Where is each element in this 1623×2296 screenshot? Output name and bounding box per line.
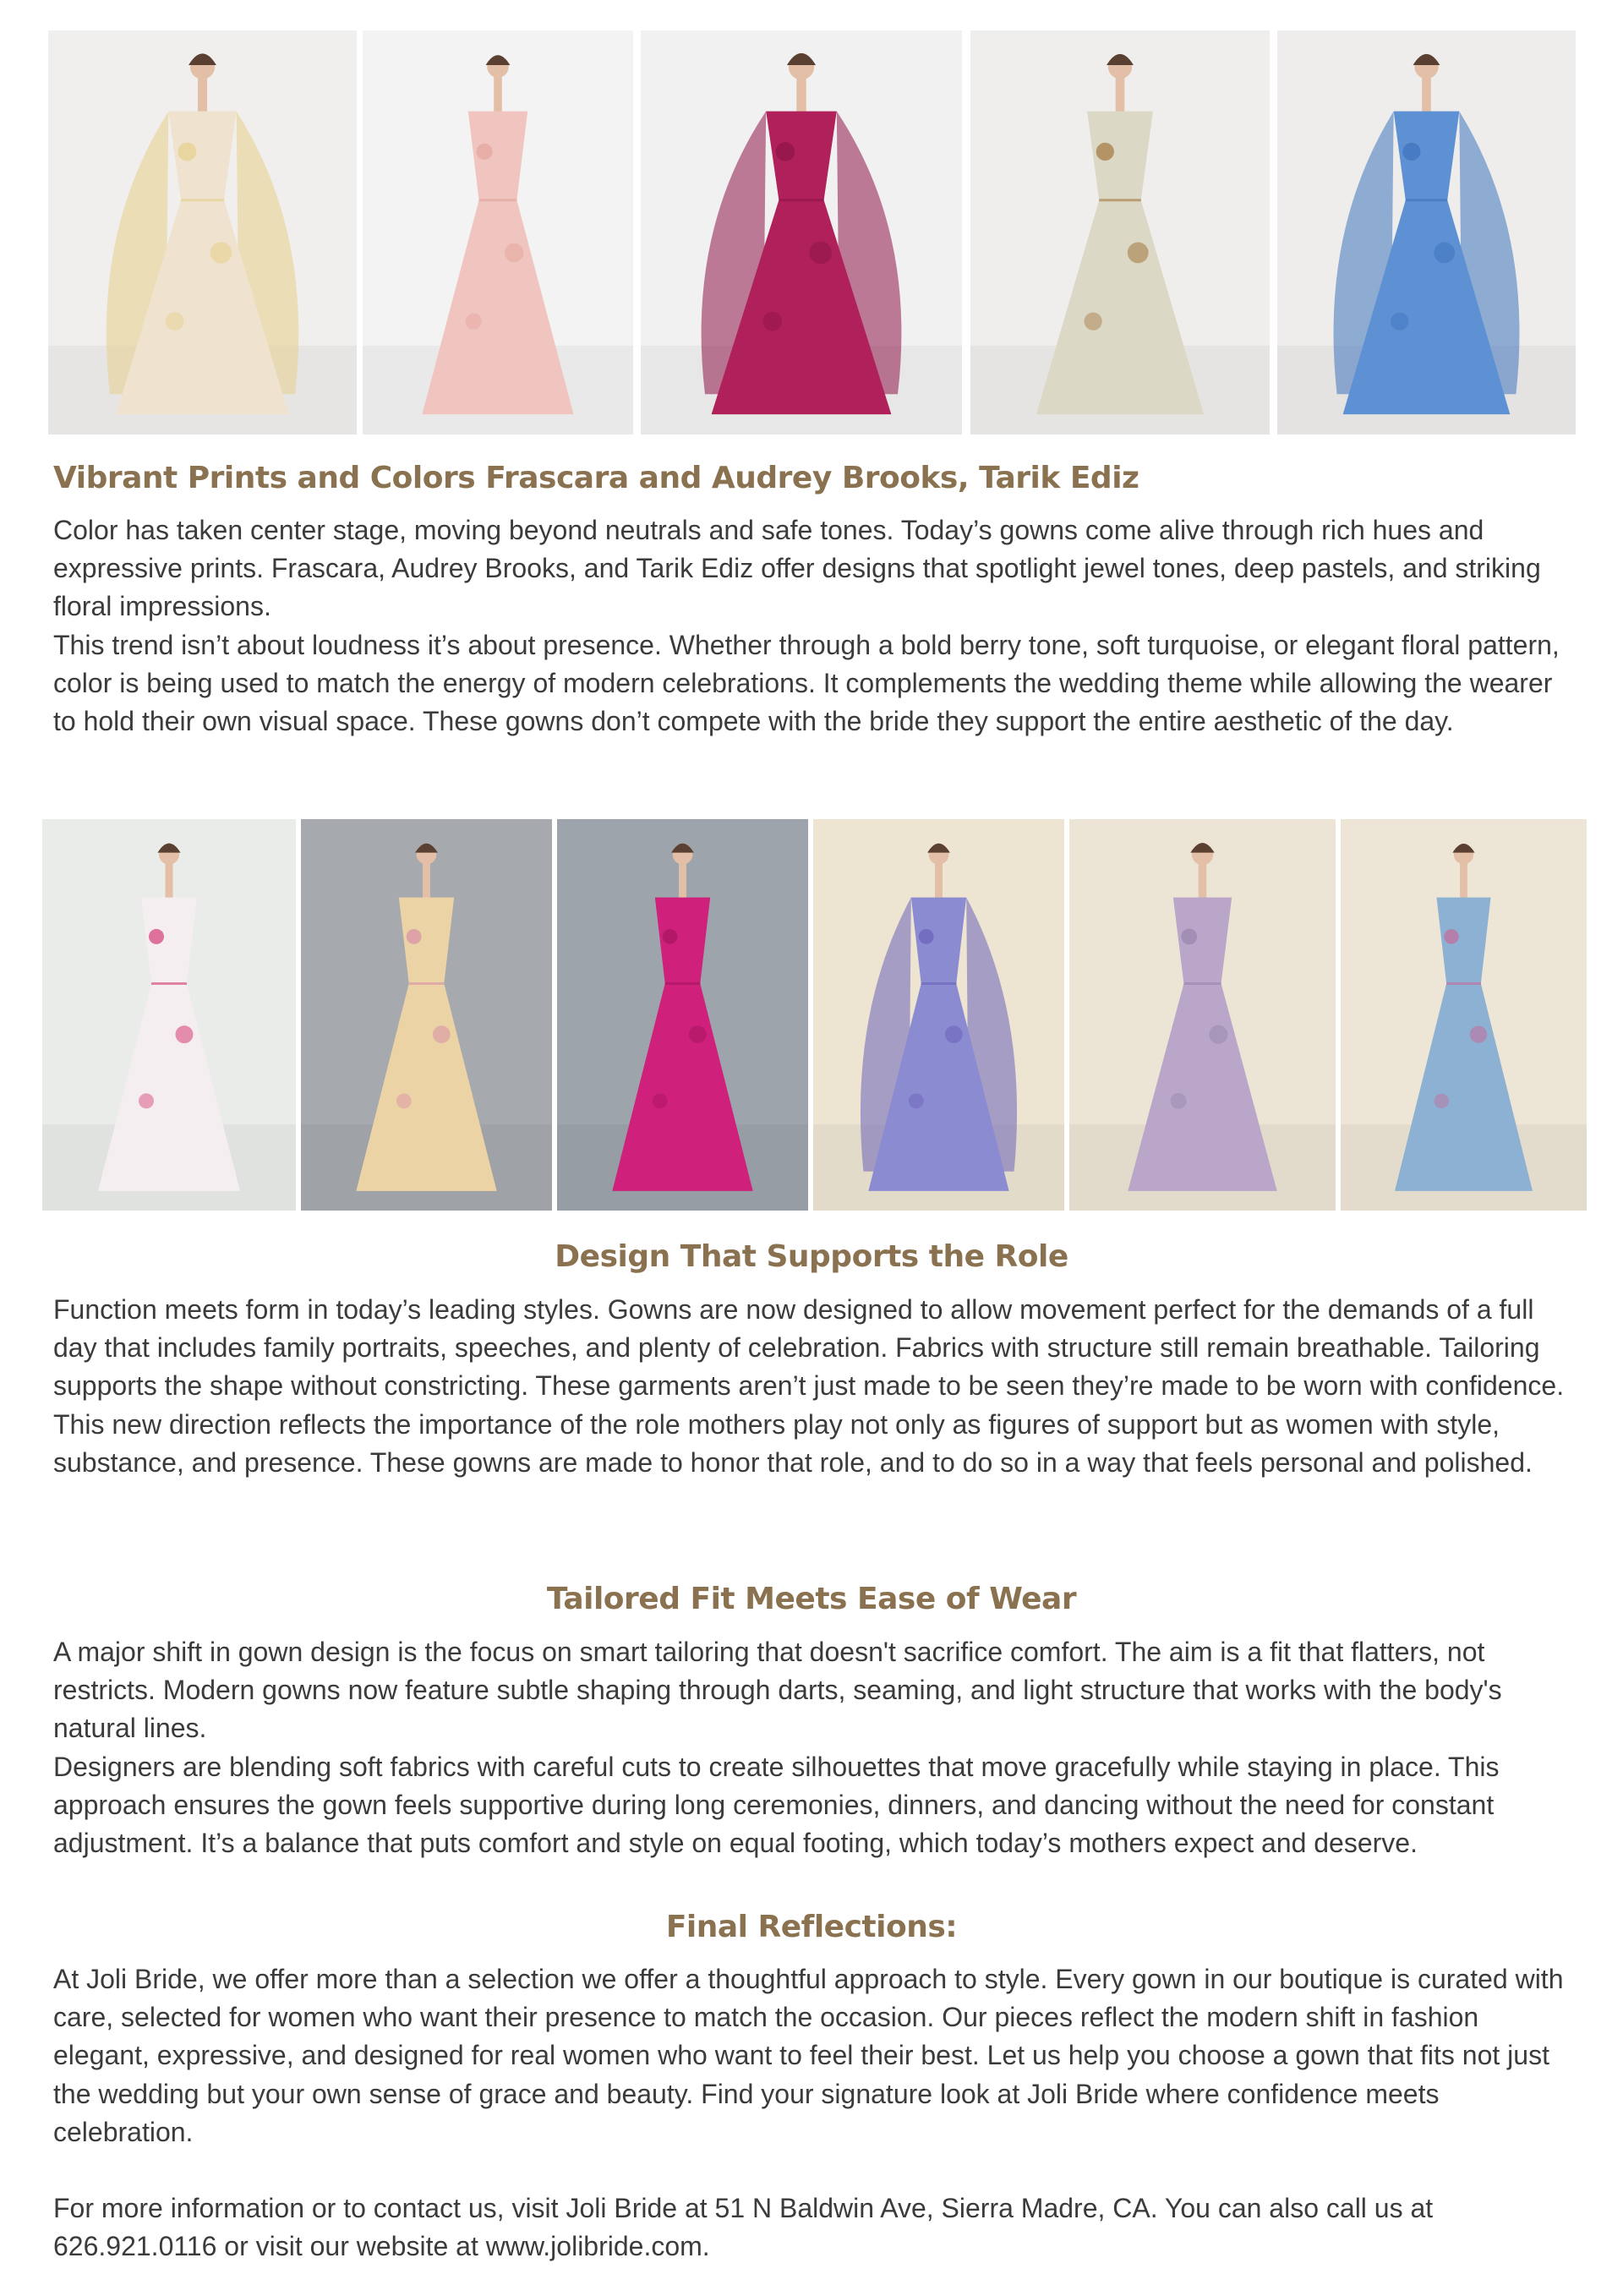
contact-info: For more information or to contact us, visit Joli Bride at 51 N Baldwin Ave, Sierra Madre, CA. You can also call us at 626.921.0116 or visit our website at www.jolibride.com. [53,2193,1434,2262]
gown-photo-pink-floral [42,819,296,1211]
gown-photo-yellow-floral [301,819,552,1211]
paragraph: This new direction reflects the importance of the role mothers play not only as figures of support but as women with style, substance, and presence. These gowns are made to honor that role, and to do so in a way that feels personal and polished. [53,1408,1533,1478]
section-body-final-reflections [53,1960,1575,2266]
gown-photo-lavender-print [813,819,1064,1211]
gown-photo-fuchsia-slit [557,819,808,1211]
paragraph: A major shift in gown design is the focus on smart tailoring that doesn't sacrifice comfort. The aim is a fit that flatters, not restricts. Modern gowns now feature subtle shaping through darts, seaming, and light structure that works with the body's natural lines. [53,1637,1502,1744]
section-body-vibrant-prints [53,511,1575,741]
section-title-design-role: Design That Supports the Role [555,1239,1068,1274]
gown-photo-ivory-cape [48,30,357,435]
gown-photo-blue-floral [1341,819,1587,1211]
gown-photo-blush-lace [363,30,633,435]
section-title-tailored-fit: Tailored Fit Meets Ease of Wear [546,1582,1077,1616]
section-title-vibrant-prints: Vibrant Prints and Colors Frascara and Audrey Brooks, Tarik Ediz [53,461,1139,495]
section-body-design-role [53,1291,1575,1482]
section-title-final-reflections: Final Reflections: [665,1910,958,1944]
paragraph [53,2151,1575,2189]
gown-photo-lilac-sequin [1069,819,1336,1211]
gown-photo-magenta-cape [641,30,962,435]
gallery-middle [42,819,1587,1211]
paragraph: Function meets form in today’s leading styles. Gowns are now designed to allow movement perfect for the demands of a full day that includes family portraits, speeches, and plenty of celebration. Fabrics with structure still remain breathable. Tailoring supports the shape without constricting. These garments aren’t just made to be seen they’re made to be worn with confidence. [53,1294,1565,1402]
paragraph: At Joli Bride, we offer more than a selection we offer a thoughtful approach to style. Every gown in our boutique is curated with care, selected for women who want their presence to match the occasion. Our pieces reflect the modern shift in fashion elegant, expressive, and designed for real women who want to feel their best. Let us help you choose a gown that fits not just the wedding but your own sense of grace and beauty. Find your signature look at Joli Bride where confidence meets celebration. [53,1964,1564,2147]
paragraph: Color has taken center stage, moving beyond neutrals and safe tones. Today’s gowns come alive through rich hues and expressive prints. Frascara, Audrey Brooks, and Tarik Ediz offer designs that spotlight jewel tones, deep pastels, and striking floral impressions. [53,515,1541,622]
paragraph: Designers are blending soft fabrics with careful cuts to create silhouettes that move gracefully while staying in place. This approach ensures the gown feels supportive during long ceremonies, dinners, and dancing without the need for constant adjustment. It’s a balance that puts comfort and style on equal footing, which today’s mothers expect and deserve. [53,1751,1500,1859]
section-body-tailored-fit [53,1633,1575,1862]
gown-photo-blue-cape [1277,30,1576,435]
gallery-top [48,30,1576,435]
paragraph: This trend isn’t about loudness it’s about presence. Whether through a bold berry tone, soft turquoise, or elegant floral pattern, color is being used to match the energy of modern celebrations. It complements the wedding theme while allowing the wearer to hold their own visual space. These gowns don’t compete with the bride they support the entire aesthetic of the day. [53,629,1560,737]
gown-photo-sage-sleeve [970,30,1270,435]
